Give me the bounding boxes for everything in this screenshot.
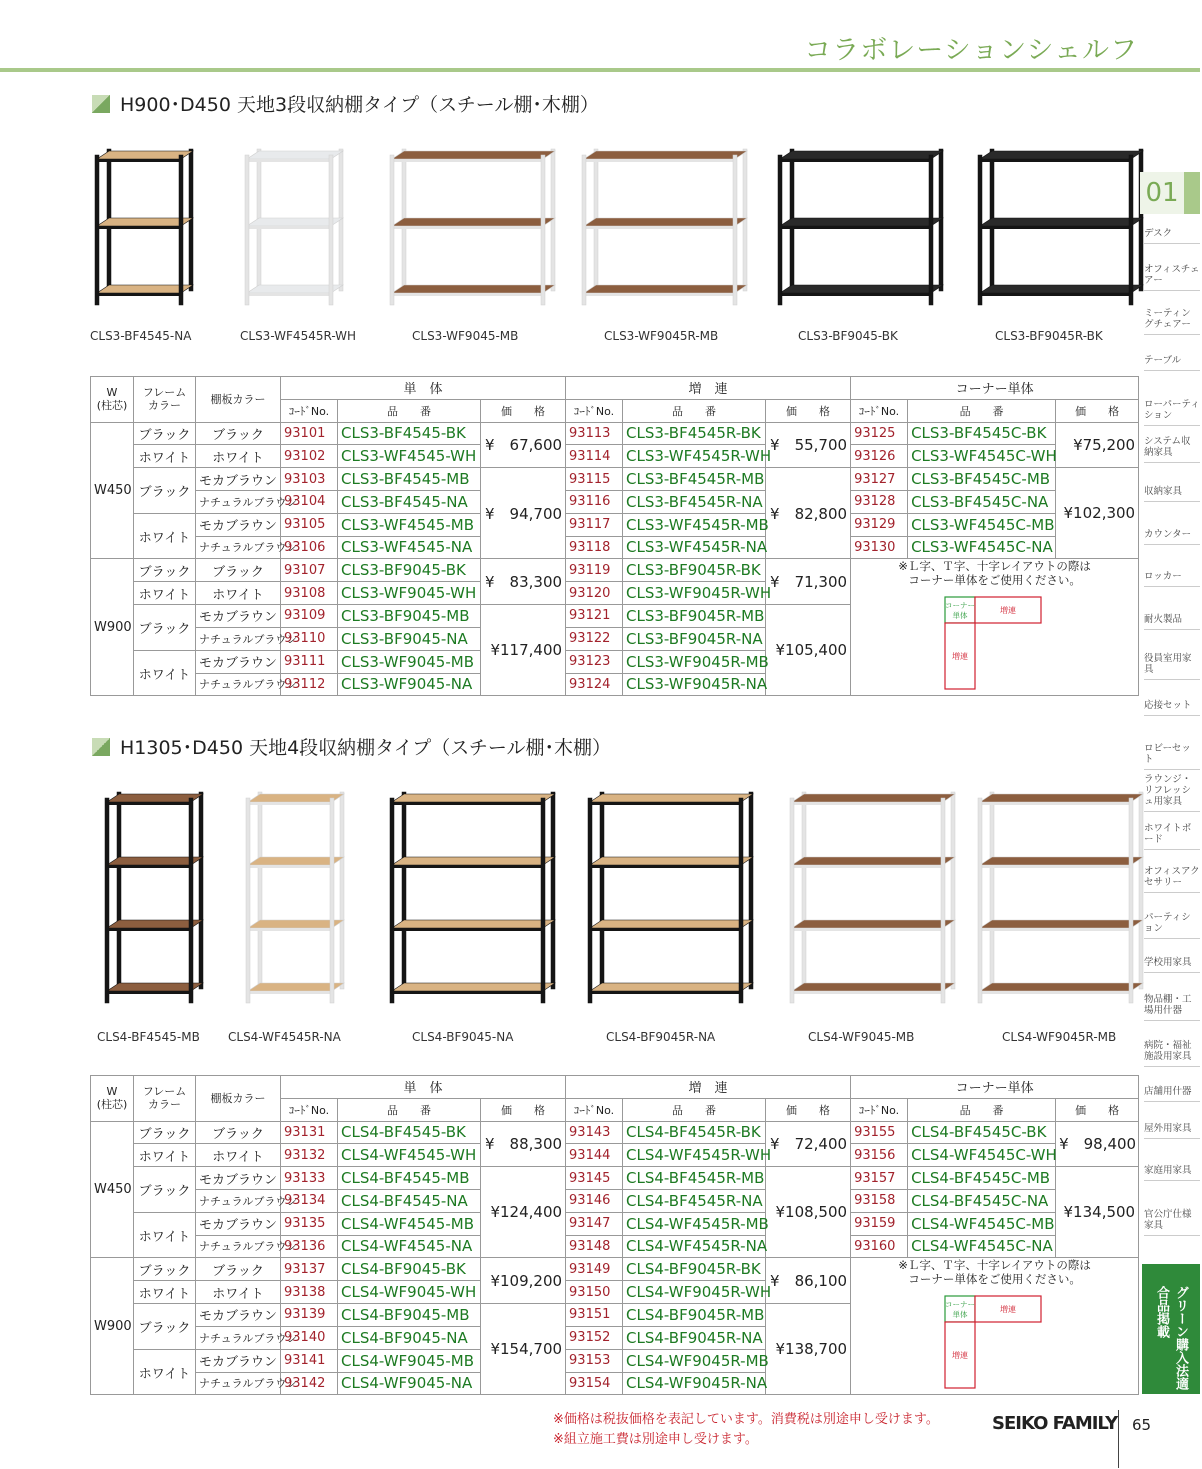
section-marker-icon	[92, 95, 110, 113]
product-model-label: CLS3-WF4545R-WH	[240, 329, 357, 343]
table-cell: ¥138,700	[766, 1303, 851, 1394]
part-number: CLS3-WF9045-NA	[338, 673, 481, 696]
part-number: CLS4-BF9045R-MB	[623, 1303, 766, 1326]
table-cell: 93137	[281, 1258, 338, 1281]
table-cell: ナチュラルブラウン	[196, 673, 281, 696]
table-cell: ホワイト	[134, 1212, 196, 1258]
svg-text:コーナー: コーナー	[944, 1300, 975, 1310]
part-number: CLS3-WF4545R-WH	[623, 445, 766, 468]
table-cell: ナチュラルブラウン	[196, 627, 281, 650]
part-number: CLS3-BF4545-NA	[338, 490, 481, 513]
sidebar-category-item[interactable]: 物品棚・工場用什器	[1144, 994, 1200, 1021]
table-cell: 93138	[281, 1281, 338, 1304]
product-illustration	[390, 147, 559, 305]
table-cell: ¥109,200	[481, 1258, 566, 1304]
table-cell: 93122	[566, 627, 623, 650]
part-number: CLS4-BF9045-BK	[338, 1258, 481, 1281]
table-cell: ¥134,500	[1056, 1167, 1139, 1258]
part-number: CLS3-BF9045R-MB	[623, 604, 766, 627]
table-cell: 93102	[281, 445, 338, 468]
part-number: CLS4-BF4545-BK	[338, 1121, 481, 1144]
table-cell: 93109	[281, 604, 338, 627]
brand-logo: SEIKO FAMILY	[992, 1413, 1118, 1434]
table-cell: 93141	[281, 1349, 338, 1372]
table-cell: ホワイト	[196, 1144, 281, 1167]
footer-divider	[1118, 1410, 1119, 1468]
product-model-label: CLS3-BF9045R-BK	[995, 329, 1103, 343]
svg-text:コーナー: コーナー	[944, 601, 975, 611]
svg-text:増連: 増連	[999, 1305, 1016, 1315]
sidebar-category-item[interactable]: 家庭用家具	[1144, 1165, 1200, 1181]
part-number: CLS3-BF4545C-BK	[908, 422, 1056, 445]
sidebar-category-item[interactable]: 学校用家具	[1144, 957, 1200, 973]
sidebar-category-item[interactable]: 役員室用家具	[1144, 653, 1200, 680]
table-cell: 93139	[281, 1303, 338, 1326]
product-illustration	[95, 147, 197, 305]
table-cell: ｺｰﾄﾞNo.	[566, 399, 623, 422]
table-cell: コーナー単体	[851, 377, 1139, 400]
table-cell: モカブラウン	[196, 1303, 281, 1326]
table-cell: 93133	[281, 1167, 338, 1190]
table-cell: ブラック	[134, 422, 196, 445]
table-cell: 93126	[851, 445, 908, 468]
table-cell: ホワイト	[134, 1349, 196, 1395]
table-cell: 93148	[566, 1235, 623, 1258]
table-cell: ブラック	[134, 1258, 196, 1281]
product-illustration	[390, 790, 559, 1003]
table-cell: 品 番	[908, 399, 1056, 422]
product-model-label: CLS3-BF9045-BK	[798, 329, 898, 343]
table-cell: 93144	[566, 1144, 623, 1167]
table-cell: 93156	[851, 1144, 908, 1167]
section1-title: H900･D450 天地3段収納棚タイプ（スチール棚･木棚）	[92, 90, 599, 117]
table-cell: 93121	[566, 604, 623, 627]
section2-title: H1305･D450 天地4段収納棚タイプ（スチール棚･木棚）	[92, 733, 611, 760]
section-marker-icon	[92, 738, 110, 756]
table-cell: 価 格	[481, 1098, 566, 1121]
table-cell: 品 番	[338, 1098, 481, 1121]
sidebar-category-item[interactable]: 店舗用什器	[1144, 1086, 1200, 1102]
part-number: CLS4-WF9045R-MB	[623, 1349, 766, 1372]
table-cell: ブラック	[196, 559, 281, 582]
part-number: CLS3-BF9045-BK	[338, 559, 481, 582]
table-cell: 価 格	[1056, 399, 1139, 422]
sidebar-category-item[interactable]: ロッカー	[1144, 571, 1200, 587]
table-cell: W900	[91, 1258, 134, 1395]
table-cell: ¥105,400	[766, 604, 851, 695]
table-cell: ¥ 72,400	[766, 1121, 851, 1167]
table-cell: ブラック	[134, 1121, 196, 1144]
part-number: CLS4-BF4545R-NA	[623, 1189, 766, 1212]
table-cell: W (柱芯)	[91, 1076, 134, 1122]
chapter-number: 01	[1140, 172, 1184, 214]
table-cell: 93151	[566, 1303, 623, 1326]
table-cell: ブラック	[134, 559, 196, 582]
table-cell: ナチュラルブラウン	[196, 536, 281, 559]
table-cell: ナチュラルブラウン	[196, 1372, 281, 1395]
svg-text:増連: 増連	[951, 652, 968, 662]
table-cell: 93158	[851, 1189, 908, 1212]
table-cell: 93118	[566, 536, 623, 559]
sidebar-category-item[interactable]: テーブル	[1144, 355, 1200, 371]
table-cell: 93145	[566, 1167, 623, 1190]
table-cell: 93108	[281, 582, 338, 605]
part-number: CLS3-WF9045R-NA	[623, 673, 766, 696]
table-cell: モカブラウン	[196, 1349, 281, 1372]
table-cell: 93117	[566, 513, 623, 536]
table-cell: W450	[91, 1121, 134, 1258]
table-cell: モカブラウン	[196, 513, 281, 536]
table-cell: 93135	[281, 1212, 338, 1235]
footer-notes	[553, 1410, 939, 1450]
table-cell: 品 番	[623, 1098, 766, 1121]
product-illustration	[582, 147, 751, 305]
table-cell: モカブラウン	[196, 1212, 281, 1235]
table-cell: 93120	[566, 582, 623, 605]
sidebar-category-item[interactable]: デスク	[1144, 228, 1200, 244]
sidebar-category-item[interactable]: ロビーセット	[1144, 743, 1200, 770]
product-illustration	[588, 790, 757, 1003]
part-number: CLS4-WF4545R-MB	[623, 1212, 766, 1235]
table-cell: ¥ 55,700	[766, 422, 851, 468]
table-cell: ホワイト	[196, 445, 281, 468]
table-cell: ホワイト	[134, 1144, 196, 1167]
part-number: CLS3-WF4545-NA	[338, 536, 481, 559]
part-number: CLS4-WF9045R-NA	[623, 1372, 766, 1395]
part-number: CLS3-WF4545-WH	[338, 445, 481, 468]
product-model-label: CLS4-WF4545R-NA	[228, 1030, 341, 1044]
table-cell: 増 連	[566, 1076, 851, 1099]
sidebar-category-item[interactable]: パーティション	[1144, 912, 1200, 939]
part-number: CLS3-WF4545C-NA	[908, 536, 1056, 559]
part-number: CLS4-BF4545R-MB	[623, 1167, 766, 1190]
table-cell: ¥ 82,800	[766, 468, 851, 559]
table-cell: ブラック	[134, 1167, 196, 1213]
table-cell: ｺｰﾄﾞNo.	[281, 399, 338, 422]
product-model-label: CLS4-WF9045-MB	[808, 1030, 915, 1044]
part-number: CLS3-BF4545R-NA	[623, 490, 766, 513]
table-cell: ¥ 94,700	[481, 468, 566, 559]
product-illustration	[778, 147, 947, 305]
part-number: CLS4-WF4545-NA	[338, 1235, 481, 1258]
svg-text:増連: 増連	[999, 606, 1016, 616]
table-cell: ¥108,500	[766, 1167, 851, 1258]
table-cell: 93115	[566, 468, 623, 491]
table-cell: 93129	[851, 513, 908, 536]
table-cell: 棚板カラー	[196, 377, 281, 423]
table-cell: ¥154,700	[481, 1303, 566, 1394]
table-cell: ナチュラルブラウン	[196, 1326, 281, 1349]
part-number: CLS4-WF9045-MB	[338, 1349, 481, 1372]
table-cell: コーナー単体	[851, 1076, 1139, 1099]
product-model-label: CLS4-WF9045R-MB	[1002, 1030, 1117, 1044]
table-cell: フレーム カラー	[134, 377, 196, 423]
table-cell: ホワイト	[196, 582, 281, 605]
page-number: 65	[1132, 1416, 1152, 1434]
table-cell: 93136	[281, 1235, 338, 1258]
table-cell: 93127	[851, 468, 908, 491]
product-illustration	[245, 147, 347, 305]
table-cell: 93106	[281, 536, 338, 559]
part-number: CLS4-BF4545-MB	[338, 1167, 481, 1190]
table-cell: ¥ 67,600	[481, 422, 566, 468]
table-cell: 93152	[566, 1326, 623, 1349]
sidebar-category-item[interactable]: オフィスアクセサリー	[1144, 866, 1200, 893]
product-model-label: CLS3-WF9045-MB	[412, 329, 519, 343]
svg-text:単体: 単体	[952, 611, 968, 621]
part-number: CLS4-WF9045R-WH	[623, 1281, 766, 1304]
table-cell: 単 体	[281, 377, 566, 400]
part-number: CLS3-WF9045R-MB	[623, 650, 766, 673]
chapter-tab-marker	[1184, 172, 1200, 214]
table-cell: 93103	[281, 468, 338, 491]
sidebar-category-item[interactable]: 病院・福祉施設用家具	[1144, 1040, 1200, 1067]
part-number: CLS4-BF4545R-BK	[623, 1121, 766, 1144]
part-number: CLS3-BF4545R-MB	[623, 468, 766, 491]
sidebar-category-item[interactable]: オフィスチェアー	[1144, 264, 1200, 291]
part-number: CLS3-WF4545-MB	[338, 513, 481, 536]
table-cell: 93123	[566, 650, 623, 673]
table-cell: ブラック	[196, 1258, 281, 1281]
table-cell: 93130	[851, 536, 908, 559]
product-model-label: CLS4-BF9045-NA	[412, 1030, 514, 1044]
product-illustration	[105, 790, 207, 1003]
part-number: CLS3-WF4545R-MB	[623, 513, 766, 536]
table-cell: 93160	[851, 1235, 908, 1258]
part-number: CLS3-BF9045-NA	[338, 627, 481, 650]
part-number: CLS3-BF4545C-MB	[908, 468, 1056, 491]
table-cell: ホワイト	[134, 513, 196, 559]
table-cell: 93153	[566, 1349, 623, 1372]
assembly-note: ※組立施工費は別途申し受けます。	[553, 1432, 758, 1447]
part-number: CLS4-BF9045-MB	[338, 1303, 481, 1326]
product-illustration	[790, 790, 959, 1003]
table-cell: 93157	[851, 1167, 908, 1190]
product-illustration	[978, 147, 1147, 305]
svg-text:増連: 増連	[951, 1351, 968, 1361]
part-number: CLS3-WF9045R-WH	[623, 582, 766, 605]
table-cell: 93101	[281, 422, 338, 445]
spec-table-h900	[90, 376, 1139, 696]
table-cell: フレーム カラー	[134, 1076, 196, 1122]
table-cell: ¥ 86,100	[766, 1258, 851, 1304]
table-cell: 93131	[281, 1121, 338, 1144]
table-cell: ｺｰﾄﾞNo.	[281, 1098, 338, 1121]
spec-table-h1305	[90, 1075, 1139, 1395]
table-cell: ¥117,400	[481, 604, 566, 695]
green-purchase-badge: グリーン購入法適合品掲載	[1142, 1264, 1200, 1394]
table-cell: ホワイト	[134, 445, 196, 468]
part-number: CLS4-WF4545C-WH	[908, 1144, 1056, 1167]
table-cell: ホワイト	[134, 650, 196, 696]
table-cell: ¥124,400	[481, 1167, 566, 1258]
table-cell: 93107	[281, 559, 338, 582]
table-cell: 93113	[566, 422, 623, 445]
part-number: CLS3-WF9045-WH	[338, 582, 481, 605]
table-cell: 93155	[851, 1121, 908, 1144]
part-number: CLS4-WF4545-WH	[338, 1144, 481, 1167]
table-cell: 93110	[281, 627, 338, 650]
table-cell: 93104	[281, 490, 338, 513]
corner-layout-note: ※Ｌ字、Ｔ字、十字レイアウトの際は コーナー単体をご使用ください。 コーナー 単体 増連 増連	[851, 559, 1139, 696]
table-cell: 93149	[566, 1258, 623, 1281]
table-cell: 93134	[281, 1189, 338, 1212]
sidebar-category-item[interactable]: ローパーティション	[1144, 399, 1200, 426]
part-number: CLS4-WF9045-NA	[338, 1372, 481, 1395]
table-cell: 93143	[566, 1121, 623, 1144]
part-number: CLS3-BF4545R-BK	[623, 422, 766, 445]
table-cell: ¥ 98,400	[1056, 1121, 1139, 1167]
product-model-label: CLS3-WF9045R-MB	[604, 329, 719, 343]
table-cell: ナチュラルブラウン	[196, 1235, 281, 1258]
table-cell: 93105	[281, 513, 338, 536]
header-divider	[0, 68, 1200, 72]
table-cell: ブラック	[134, 1303, 196, 1349]
sidebar-category-item[interactable]: ミーティングチェアー	[1144, 308, 1200, 335]
part-number: CLS3-BF9045R-NA	[623, 627, 766, 650]
part-number: CLS4-BF4545C-MB	[908, 1167, 1056, 1190]
page-title: コラボレーションシェルフ	[804, 35, 1138, 66]
sidebar-category-item[interactable]: 屋外用家具	[1144, 1123, 1200, 1139]
table-cell: W450	[91, 422, 134, 559]
table-cell: 93125	[851, 422, 908, 445]
part-number: CLS4-BF4545C-BK	[908, 1121, 1056, 1144]
part-number: CLS3-WF9045-MB	[338, 650, 481, 673]
tax-note: ※価格は税抜価格を表記しています。消費税は別途申し受けます。	[553, 1412, 939, 1427]
table-cell: 価 格	[766, 399, 851, 422]
table-cell: 価 格	[481, 399, 566, 422]
part-number: CLS3-BF9045R-BK	[623, 559, 766, 582]
table-cell: モカブラウン	[196, 468, 281, 491]
part-number: CLS4-WF4545-MB	[338, 1212, 481, 1235]
sidebar-category-item[interactable]: 収納家具	[1144, 486, 1200, 502]
corner-layout-diagram	[945, 597, 1045, 692]
table-cell: ｺｰﾄﾞNo.	[851, 399, 908, 422]
table-cell: ¥75,200	[1056, 422, 1139, 468]
part-number: CLS3-BF4545-MB	[338, 468, 481, 491]
table-cell: ブラック	[134, 468, 196, 514]
table-cell: W (柱芯)	[91, 377, 134, 423]
corner-layout-note: ※Ｌ字、Ｔ字、十字レイアウトの際は コーナー単体をご使用ください。 コーナー 単体 増連 増連	[851, 1258, 1139, 1395]
product-model-label: CLS3-BF4545-NA	[90, 329, 192, 343]
sidebar-category-item[interactable]: 官公庁仕様家具	[1144, 1209, 1200, 1236]
part-number: CLS4-WF4545C-MB	[908, 1212, 1056, 1235]
table-cell: 93150	[566, 1281, 623, 1304]
table-cell: ホワイト	[134, 582, 196, 605]
part-number: CLS4-BF4545-NA	[338, 1189, 481, 1212]
corner-layout-diagram	[945, 1296, 1045, 1391]
product-illustration	[978, 790, 1147, 1003]
table-cell: ¥ 83,300	[481, 559, 566, 605]
sidebar-category-item[interactable]: ホワイトボード	[1144, 823, 1200, 850]
part-number: CLS4-BF9045R-BK	[623, 1258, 766, 1281]
table-cell: 93154	[566, 1372, 623, 1395]
sidebar-category-item[interactable]: 応接セット	[1144, 700, 1200, 716]
table-cell: ブラック	[196, 422, 281, 445]
sidebar-category-item[interactable]: システム収納家具	[1144, 436, 1200, 463]
table-cell: 品 番	[623, 399, 766, 422]
svg-text:単体: 単体	[952, 1310, 968, 1320]
table-cell: 93119	[566, 559, 623, 582]
table-cell: 93124	[566, 673, 623, 696]
sidebar-category-item[interactable]: 耐火製品	[1144, 614, 1200, 630]
part-number: CLS3-WF4545R-NA	[623, 536, 766, 559]
sidebar-category-item[interactable]: カウンター	[1144, 529, 1200, 545]
part-number: CLS4-BF9045R-NA	[623, 1326, 766, 1349]
table-cell: 単 体	[281, 1076, 566, 1099]
part-number: CLS3-BF4545-BK	[338, 422, 481, 445]
table-cell: モカブラウン	[196, 650, 281, 673]
table-cell: 93146	[566, 1189, 623, 1212]
table-cell: ホワイト	[134, 1281, 196, 1304]
part-number: CLS4-BF9045-NA	[338, 1326, 481, 1349]
table-cell: ナチュラルブラウン	[196, 490, 281, 513]
table-cell: 93111	[281, 650, 338, 673]
part-number: CLS4-BF4545C-NA	[908, 1189, 1056, 1212]
table-cell: モカブラウン	[196, 604, 281, 627]
table-cell: ｺｰﾄﾞNo.	[566, 1098, 623, 1121]
part-number: CLS4-WF4545C-NA	[908, 1235, 1056, 1258]
table-cell: W900	[91, 559, 134, 696]
table-cell: ｺｰﾄﾞNo.	[851, 1098, 908, 1121]
table-cell: 増 連	[566, 377, 851, 400]
part-number: CLS4-WF4545R-NA	[623, 1235, 766, 1258]
part-number: CLS4-WF9045-WH	[338, 1281, 481, 1304]
table-cell: 棚板カラー	[196, 1076, 281, 1122]
table-cell: 93142	[281, 1372, 338, 1395]
table-cell: 93132	[281, 1144, 338, 1167]
table-cell: ブラック	[196, 1121, 281, 1144]
table-cell: ナチュラルブラウン	[196, 1189, 281, 1212]
table-cell: 品 番	[338, 399, 481, 422]
table-cell: 93128	[851, 490, 908, 513]
table-cell: 価 格	[1056, 1098, 1139, 1121]
table-cell: ¥102,300	[1056, 468, 1139, 559]
product-model-label: CLS4-BF4545-MB	[97, 1030, 200, 1044]
sidebar-category-item[interactable]: ラウンジ・リフレッシュ用家具	[1144, 774, 1200, 812]
product-illustration	[246, 790, 348, 1003]
table-cell: 93147	[566, 1212, 623, 1235]
table-cell: 品 番	[908, 1098, 1056, 1121]
part-number: CLS3-WF4545C-WH	[908, 445, 1056, 468]
table-cell: 93116	[566, 490, 623, 513]
part-number: CLS4-WF4545R-WH	[623, 1144, 766, 1167]
part-number: CLS3-WF4545C-MB	[908, 513, 1056, 536]
table-cell: 93114	[566, 445, 623, 468]
part-number: CLS3-BF4545C-NA	[908, 490, 1056, 513]
table-cell: ¥ 88,300	[481, 1121, 566, 1167]
part-number: CLS3-BF9045-MB	[338, 604, 481, 627]
table-cell: 93140	[281, 1326, 338, 1349]
table-cell: モカブラウン	[196, 1167, 281, 1190]
table-cell: ブラック	[134, 604, 196, 650]
product-model-label: CLS4-BF9045R-NA	[606, 1030, 716, 1044]
table-cell: ホワイト	[196, 1281, 281, 1304]
table-cell: ¥ 71,300	[766, 559, 851, 605]
table-cell: 93159	[851, 1212, 908, 1235]
table-cell: 93112	[281, 673, 338, 696]
table-cell: 価 格	[766, 1098, 851, 1121]
